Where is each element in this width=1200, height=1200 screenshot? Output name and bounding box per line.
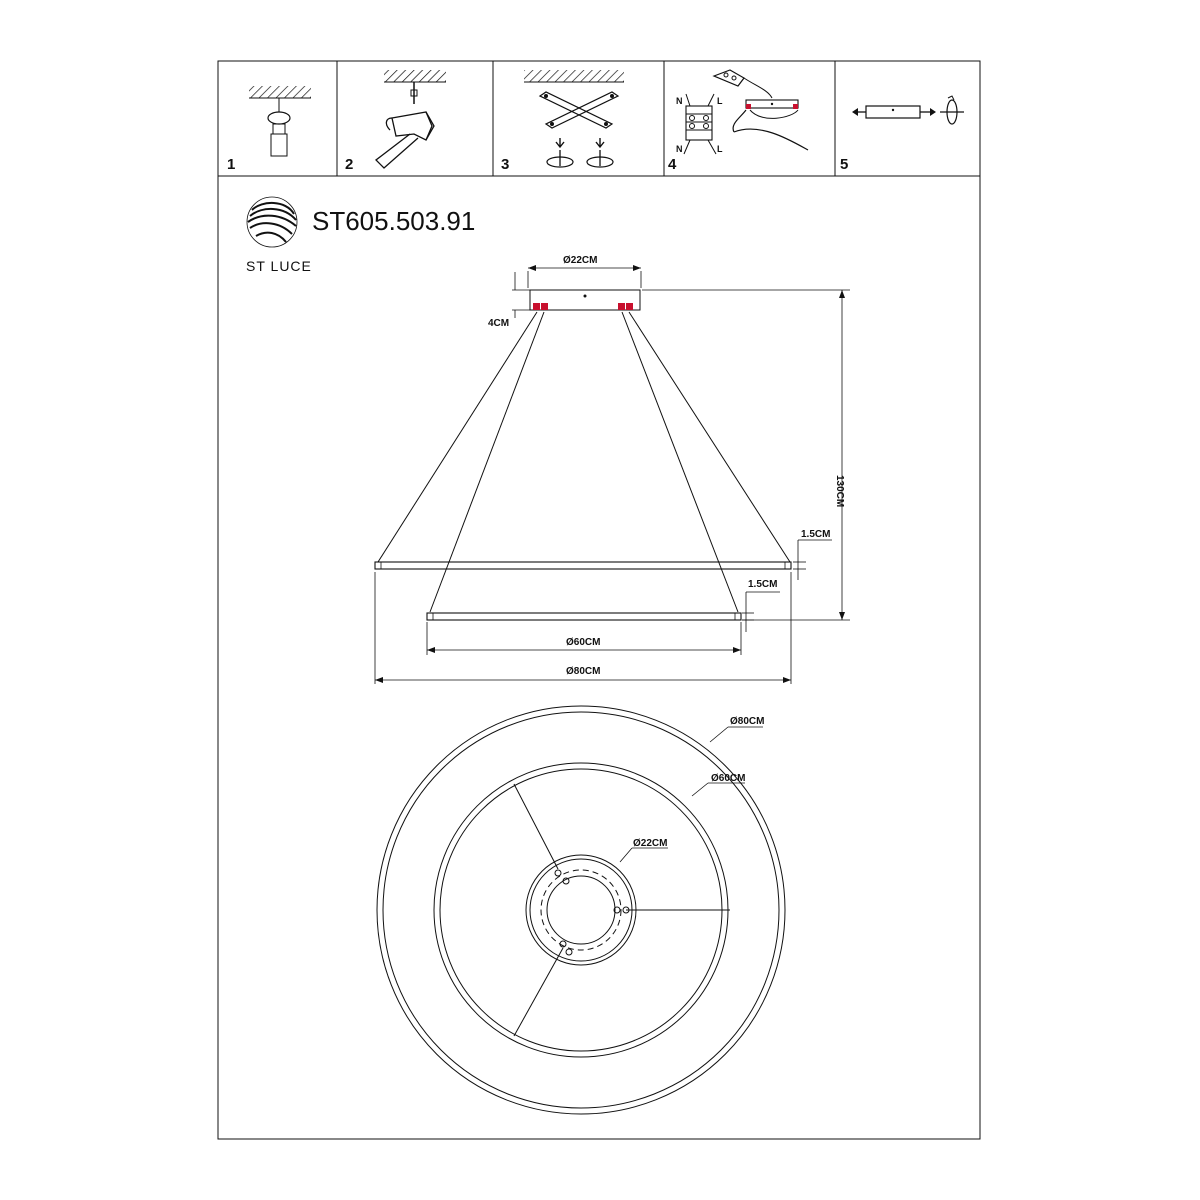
upper-ring-80 — [375, 562, 791, 569]
step-4-panel — [668, 70, 808, 173]
wire-connector-icon — [714, 70, 772, 98]
plan-inner-diameter-label: Ø60CM — [711, 773, 746, 784]
lower-ring-thickness-label: 1.5CM — [748, 579, 778, 590]
step-3-number: 3 — [501, 156, 510, 173]
screw-icon — [547, 150, 613, 167]
brand-name: ST LUCE — [246, 258, 312, 274]
step-1-panel — [227, 86, 311, 173]
upper-ring-thickness-label: 1.5CM — [801, 529, 831, 540]
hammer-icon — [376, 112, 434, 168]
svg-text:N: N — [676, 144, 683, 154]
step-2-panel — [345, 70, 446, 173]
step-5-number: 5 — [840, 156, 849, 173]
step-3-panel — [501, 70, 624, 173]
canopy-diameter-label: Ø22CM — [563, 255, 598, 266]
plan-canopy-diameter-label: Ø22CM — [633, 838, 668, 849]
wiring-l-label: L — [717, 96, 723, 106]
suspension-cable — [378, 312, 537, 562]
brand-logo — [246, 197, 312, 274]
canopy-height-label: 4CM — [488, 318, 510, 329]
screw-anchor-icon — [268, 112, 290, 124]
terminal-block-icon — [676, 94, 723, 154]
top-plan-view — [377, 706, 785, 1114]
step-5-panel — [840, 96, 964, 173]
plan-outer-diameter-label: Ø80CM — [730, 716, 765, 727]
lower-ring-60 — [427, 613, 741, 620]
step-1-number: 1 — [227, 156, 236, 173]
suspension-clamp — [533, 303, 540, 310]
cable-gripper-icon — [852, 106, 936, 118]
mounting-bracket-icon — [540, 92, 618, 128]
wiring-n-label: N — [676, 96, 683, 106]
rotate-screw-icon — [940, 96, 964, 124]
canopy-wiring-icon — [733, 100, 808, 150]
model-number: ST605.503.91 — [312, 206, 476, 236]
svg-text:L: L — [717, 144, 723, 154]
upper-ring-diameter-label: Ø80CM — [566, 666, 601, 677]
plan-cable — [514, 784, 558, 869]
total-height-label: 130CM — [834, 475, 845, 508]
step-2-number: 2 — [345, 156, 354, 173]
side-elevation-view — [375, 255, 850, 684]
step-4-number: 4 — [668, 156, 677, 173]
lower-ring-diameter-label: Ø60CM — [566, 637, 601, 648]
